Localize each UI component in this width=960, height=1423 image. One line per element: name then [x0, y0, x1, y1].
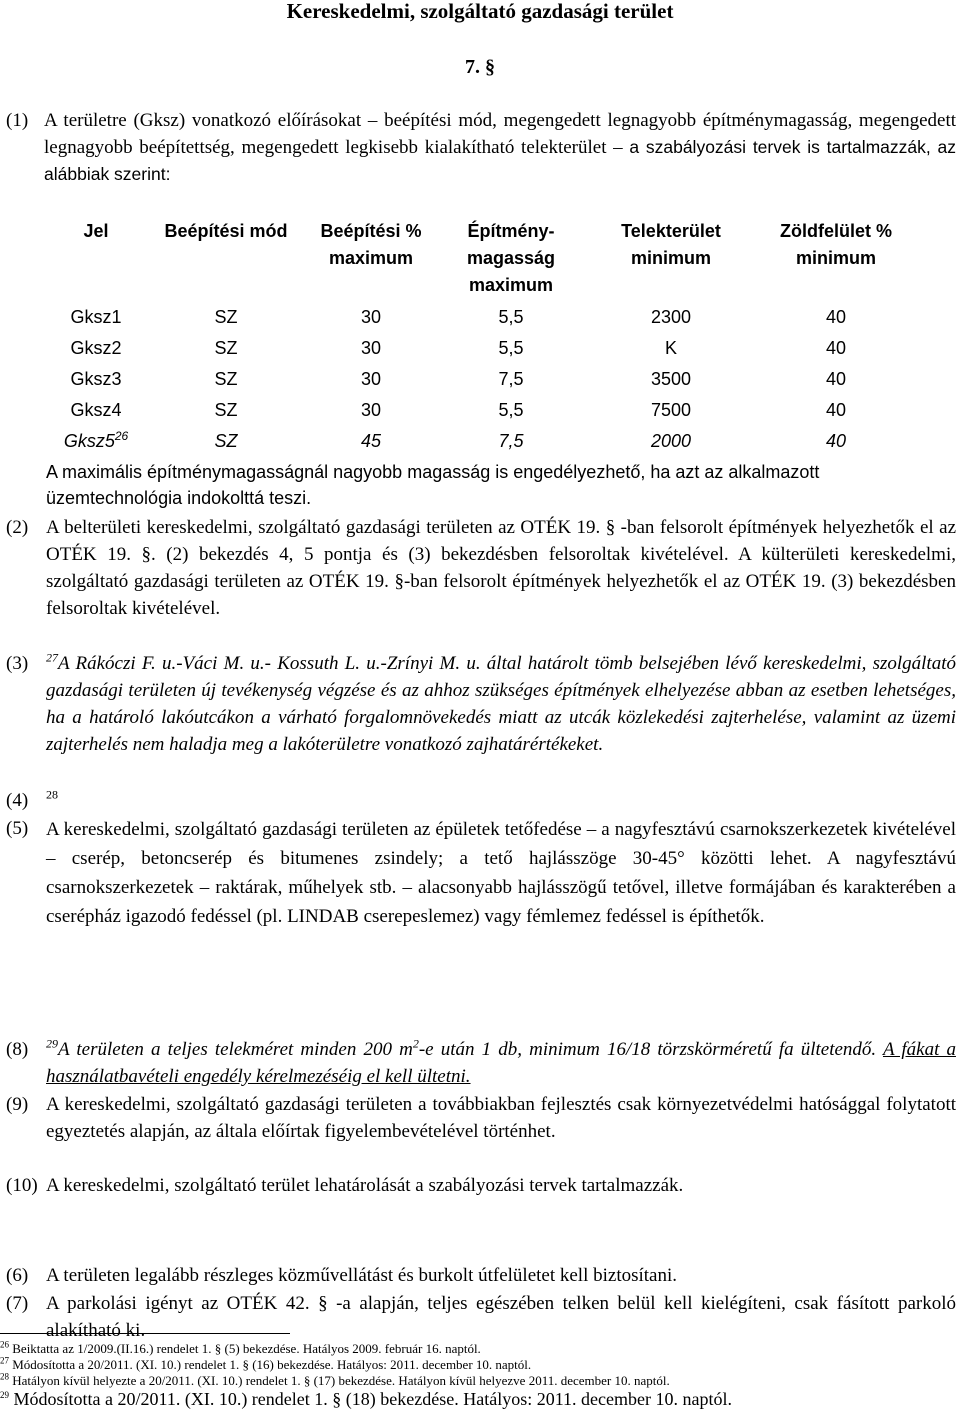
cell: 40 [825, 400, 847, 420]
footnote [0, 1389, 960, 1409]
cell: K [664, 338, 677, 358]
paragraph-7 [6, 1290, 956, 1344]
footnote-number: 27 [0, 1355, 9, 1366]
header-jel: Jel [83, 221, 109, 241]
paragraph-number: (8) [6, 1039, 29, 1060]
paragraph-2 [6, 514, 956, 622]
cell: 5,5 [498, 338, 524, 358]
cell: 3500 [650, 369, 692, 389]
cell: SZ [214, 307, 238, 327]
paragraph-text: A területen a teljes telekméret minden 200 m [58, 1039, 413, 1060]
cell: 2300 [650, 307, 692, 327]
paragraph-text: A kereskedelmi, szolgáltató gazdasági területen a továbbiakban fejlesztés csak környezetvédelmi hatósággal folytatott egyeztetés alapján, az általa előírtak figyelembevételével történhet. [46, 1094, 956, 1142]
footnote-number: 28 [0, 1371, 9, 1382]
paragraph-number: (7) [6, 1293, 29, 1314]
paragraph-1 [6, 107, 956, 188]
paragraph-number: (1) [6, 110, 29, 131]
paragraph-9 [6, 1091, 956, 1145]
table-note: A maximális építménymagasságnál nagyobb magasság is engedélyezhető, ha azt az alkalmazott üzemtechnológia indokolttá teszi. [46, 462, 820, 508]
paragraph-8 [6, 1036, 956, 1090]
cell: 2000 [650, 431, 692, 451]
footnote-number: 26 [0, 1339, 9, 1350]
paragraph-number: (3) [6, 653, 29, 674]
footnote-text: Módosította a 20/2011. (XI. 10.) rendelet 1. § (16) bekezdése. Hatályos: 2011. december 10. naptól. [12, 1357, 532, 1372]
cell: 5,5 [498, 400, 524, 420]
cell: 40 [825, 338, 847, 358]
table-row [46, 364, 916, 395]
header-beepitesi-max: Beépítési % maximum [320, 221, 422, 268]
cell: SZ [214, 369, 238, 389]
cell: Gksz1 [70, 307, 122, 327]
footnote-text: Beiktatta az 1/2009.(II.16.) rendelet 1. § (5) bekezdése. Hatályos 2009. február 16. naptól. [12, 1341, 481, 1356]
paragraph-4 [6, 787, 956, 814]
cell: 7,5 [498, 431, 524, 451]
table-row [46, 395, 916, 426]
header-telekterulet: Telekterület minimum [621, 221, 721, 268]
cell: Gksz4 [70, 400, 122, 420]
cell: SZ [214, 431, 238, 451]
paragraph-3 [6, 650, 956, 758]
paragraph-text: A parkolási igényt az OTÉK 42. § -a alapján, teljes egészében telken belül kell kielégíteni, csak fásított parkoló alakítható ki. [46, 1293, 956, 1341]
footnote-ref: 26 [114, 429, 129, 443]
footnote-ref: 28 [46, 787, 58, 802]
paragraph-text: A területre (Gksz) vonatkozó előírásokat – beépítési mód, megengedett legnagyobb építménymagasság, megengedett legnagyobb beépítettség, megengedett legkisebb kialakítható telekterület – [44, 110, 956, 158]
paragraph-5 [6, 815, 956, 931]
footnote-ref: 29 [46, 1036, 58, 1051]
cell: Gksz3 [70, 369, 122, 389]
cell: 40 [825, 307, 847, 327]
footnote-ref: 27 [46, 650, 58, 665]
paragraph-text: A kereskedelmi, szolgáltató terület lehatárolását a szabályozási tervek tartalmazzák. [46, 1175, 684, 1196]
section-number: 7. § [465, 56, 495, 78]
paragraph-text: A Rákóczi F. u.-Váci M. u.- Kossuth L. u.-Zrínyi M. u. által határolt tömb belsejében lévő kereskedelmi, szolgáltató gazdasági területen új tevékenység végzése és az ahhoz szükséges építmények elhelyezése abban az esetben lehetséges, ha a határoló lakóutcákon a várható forgalomnövekedés miatt az utcák közlekedési zajterhelése, valamint az üzemi zajterhelés nem haladja meg a lakóterületre vonatkozó zajhatárértékeket. [46, 653, 956, 755]
paragraph-10 [6, 1172, 956, 1199]
paragraph-text: A kereskedelmi, szolgáltató gazdasági területen az épületek tetőfedése – a nagyfesztávú csarnokszerkezetek kivételével – cserép, betoncserép és bitumenes zsindely; a tető hajlásszöge 30-45° közötti lehet. A nagyfesztávú csarnokszerkezetek – raktárak, műhelyek stb. – alacsonyabb hajlásszögű tetővel, illetve formájában és karakterében a cserépház igazodó fedéssel (pl. LINDAB cserepeslemez) vagy fémlemez fedéssel is építhetők. [46, 819, 956, 927]
cell: 45 [360, 431, 382, 451]
paragraph-text: A területen legalább részleges közművellátást és burkolt útfelületet kell biztosítani. [46, 1265, 678, 1286]
paragraph-number: (9) [6, 1094, 29, 1115]
row-label: Gksz5 [63, 431, 115, 451]
paragraph-6 [6, 1262, 956, 1289]
table-header-row [46, 218, 916, 302]
footnote-text: Módosította a 20/2011. (XI. 10.) rendelet 1. § (18) bekezdése. Hatályos: 2011. december 10. naptól. [13, 1389, 732, 1409]
cell: 30 [360, 307, 382, 327]
header-epitmenymagassag: Építmény-magasság maximum [466, 221, 556, 295]
paragraph-number: (2) [6, 517, 29, 538]
footnote-text: Hatályon kívül helyezte a 20/2011. (XI. 10.) rendelet 1. § (17) bekezdése. Hatályon kívül helyezve 2011. december 10. naptól. [12, 1373, 670, 1388]
footnotes [0, 1341, 960, 1409]
cell [46, 426, 146, 457]
cell: 30 [360, 338, 382, 358]
table-row [46, 333, 916, 364]
paragraph-text: -e után 1 db, minimum 16/18 törzskörméretű fa ültetendő. [418, 1039, 877, 1060]
page-title: Kereskedelmi, szolgáltató gazdasági terület [286, 0, 674, 23]
footnote [0, 1357, 960, 1373]
cell: Gksz2 [70, 338, 122, 358]
footnote [0, 1341, 960, 1357]
cell: 7,5 [498, 369, 524, 389]
cell: 7500 [650, 400, 692, 420]
header-zoldfelulet: Zöldfelület % minimum [780, 221, 892, 268]
cell: 40 [825, 431, 847, 451]
paragraph-text: A belterületi kereskedelmi, szolgáltató gazdasági területen az OTÉK 19. § -ban felsorolt építmények helyezhetők el az OTÉK 19. §. (2) bekezdés 4, 5 pontja és (3) bekezdésben felsoroltak kivételével. A külterületi kereskedelmi, szolgáltató gazdasági területen az OTÉK 19. §-ban felsorolt építmények helyezhetők el az OTÉK 19. (3) bekezdésben felsoroltak kivételével. [46, 517, 956, 619]
cell: SZ [214, 400, 238, 420]
cell: 40 [825, 369, 847, 389]
cell: 30 [360, 400, 382, 420]
table-row-italic [46, 426, 916, 457]
cell: 30 [360, 369, 382, 389]
cell: 5,5 [498, 307, 524, 327]
paragraph-number: (10) [6, 1175, 38, 1196]
footnote-divider [0, 1333, 290, 1334]
paragraph-number: (6) [6, 1265, 29, 1286]
cell: SZ [214, 338, 238, 358]
paragraph-number: (4) [6, 790, 29, 811]
header-beepitesi-mod: Beépítési mód [164, 221, 288, 241]
zoning-table [46, 218, 916, 511]
table-row [46, 302, 916, 333]
paragraph-text-underlined: A fákat a használatbavételi engedély kérelmezéséig el kell ültetni. [46, 1039, 956, 1087]
paragraph-text-sans: a szabályozási tervek is tartalmazzák, az alábbiak szerint: [44, 137, 956, 184]
footnote-number: 29 [0, 1390, 9, 1400]
footnote [0, 1373, 960, 1389]
superscript: 2 [412, 1036, 419, 1051]
paragraph-number: (5) [6, 818, 29, 839]
